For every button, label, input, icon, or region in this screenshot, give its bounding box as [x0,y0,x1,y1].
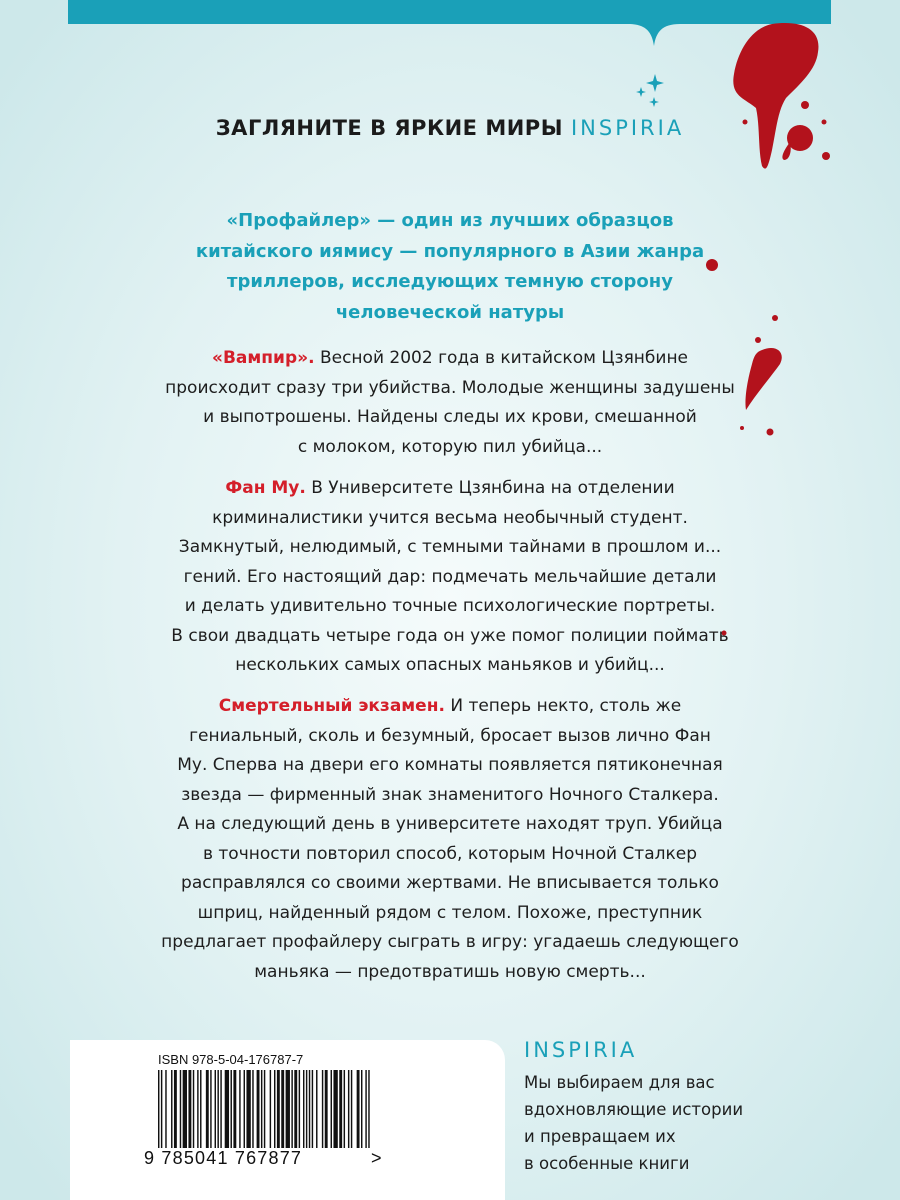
barcode-bar [274,1070,275,1148]
paragraph-line: гений. Его настоящий дар: подмечать мельчайшие детали [183,566,717,587]
barcode-bar [368,1070,369,1148]
paragraph-lead: Фан Му. [225,478,306,498]
barcode-bar [309,1070,310,1148]
paragraph-line: шприц, найденный рядом с телом. Похоже, преступник [197,902,703,923]
paragraph-deadly-exam [150,692,750,987]
barcode-bar [291,1070,292,1148]
barcode-bar [339,1070,342,1148]
barcode-bar [344,1070,345,1148]
barcode-bar [200,1070,201,1148]
paragraph-line [150,692,750,722]
intro-blurb [160,206,740,328]
barcode-bar [261,1070,262,1148]
barcode-bar [246,1070,250,1148]
barcode-bar [197,1070,198,1148]
barcode-bar [257,1070,260,1148]
series-header [0,116,900,140]
barcode-bar [171,1070,172,1148]
isbn-label: ISBN 978-5-04-176787-7 [158,1052,304,1067]
barcode-bar [233,1070,236,1148]
barcode-bar [217,1070,218,1148]
barcode-bar [252,1070,253,1148]
barcode-bar [210,1070,211,1148]
barcode-bar [299,1070,300,1148]
promo-line: в особенные книги [524,1154,690,1173]
barcode-bar [322,1070,323,1148]
barcode-bar [215,1070,216,1148]
paragraph-fan-mu [150,474,750,681]
barcode-bar [270,1070,271,1148]
paragraph-line: в точности повторил способ, которым Ночной Сталкер [202,843,698,864]
barcode-bar [357,1070,360,1148]
paragraph-lead: Смертельный экзамен. [218,696,445,716]
intro-line: человеческой натуры [335,301,565,323]
paragraph-line: расправлялся со своими жертвами. Не вписывается только [181,873,719,893]
barcode-bar [351,1070,352,1148]
paragraph-line: гениальный, сколь и безумный, бросает вызов лично Фан [189,725,711,746]
barcode-bar [312,1070,313,1148]
barcode-number: 9 785041 767877 [144,1148,303,1168]
barcode-arrow: > [371,1148,382,1168]
paragraph-line: и выпотрошены. Найдены следы их крови, смешанной [203,407,697,427]
barcode-bar [239,1070,240,1148]
barcode-bars [156,1070,376,1152]
paragraph-lead: «Вампир». [211,348,315,368]
barcode-bar [161,1070,162,1148]
barcode-bar [264,1070,265,1148]
intro-line: китайского иямису — популярного в Азии жанра [195,240,705,262]
paragraph-line: с молоком, которую пил убийца... [297,436,603,457]
paragraph-line: и делать удивительно точные психологические портреты. [184,596,716,616]
barcode-bar [193,1070,194,1148]
paragraph-line: Замкнутый, нелюдимый, с темными тайнами в прошлом и... [178,537,722,557]
top-banner [68,0,831,46]
barcode-bar [277,1070,280,1148]
barcode-bar [225,1070,229,1148]
barcode-bar [348,1070,349,1148]
paragraph-line: А на следующий день в университете находят труп. Убийца [177,814,723,834]
paragraph-vampire [150,344,750,462]
promo-line: вдохновляющие истории [524,1100,744,1119]
paragraph-line: маньяка — предотвратишь новую смерть... [254,961,646,982]
barcode-bar [303,1070,304,1148]
promo-brand: INSPIRIA [524,1038,638,1062]
sparkle-icon [636,74,664,107]
intro-line: «Профайлер» — один из лучших образцов [226,210,674,231]
promo-text [524,1069,804,1177]
paragraph-line: Му. Сперва на двери его комнаты появляется пятиконечная [177,755,723,775]
barcode-bar [361,1070,362,1148]
barcode-panel [70,1040,505,1200]
barcode-bar [294,1070,297,1148]
paragraph-line: криминалистики учится весьма необычный студент. [212,507,688,528]
paragraph-line: звезда — фирменный знак знаменитого Ночного Сталкера. [181,784,719,805]
barcode-bar [286,1070,290,1148]
paragraph-line: предлагает профайлеру сыграть в игру: угадаешь следующего [161,932,739,952]
barcode-bar [244,1070,245,1148]
barcode-bar [281,1070,284,1148]
barcode-bar [206,1070,209,1148]
paragraph-text: И теперь некто, столь же [444,696,682,716]
paragraph-line: нескольких самых опасных маньяков и убийц... [235,655,665,675]
barcode-bar [174,1070,177,1148]
barcode-bar [365,1070,366,1148]
barcode-bar [180,1070,181,1148]
barcode-bar [188,1070,191,1148]
promo-line: Мы выбираем для вас [524,1073,715,1092]
intro-line: триллеров, исследующих темную сторону [227,271,673,292]
paragraph-text: Весной 2002 года в китайском Цзянбине [314,348,689,368]
paragraph-text: В Университете Цзянбина на отделении [305,478,675,498]
paragraph-line: В свои двадцать четыре года он уже помог полиции поймать [171,625,729,646]
paragraph-line [150,474,750,504]
promo-line: и превращаем их [524,1127,676,1146]
barcode-bar [331,1070,332,1148]
paragraph-line: происходит сразу три убийства. Молодые женщины задушены [165,377,735,398]
barcode-bar [158,1070,159,1148]
barcode-bar [231,1070,232,1148]
barcode-bar [165,1070,166,1148]
barcode-bar [333,1070,337,1148]
barcode-bar [220,1070,221,1148]
barcode-bar [325,1070,328,1148]
header-slogan: ЗАГЛЯНИТЕ В ЯРКИЕ МИРЫ [215,116,563,140]
barcode-bar [183,1070,187,1148]
barcode-bar [306,1070,307,1148]
paragraph-line [150,344,750,374]
barcode-bar [316,1070,317,1148]
header-brand: INSPIRIA [570,116,685,140]
